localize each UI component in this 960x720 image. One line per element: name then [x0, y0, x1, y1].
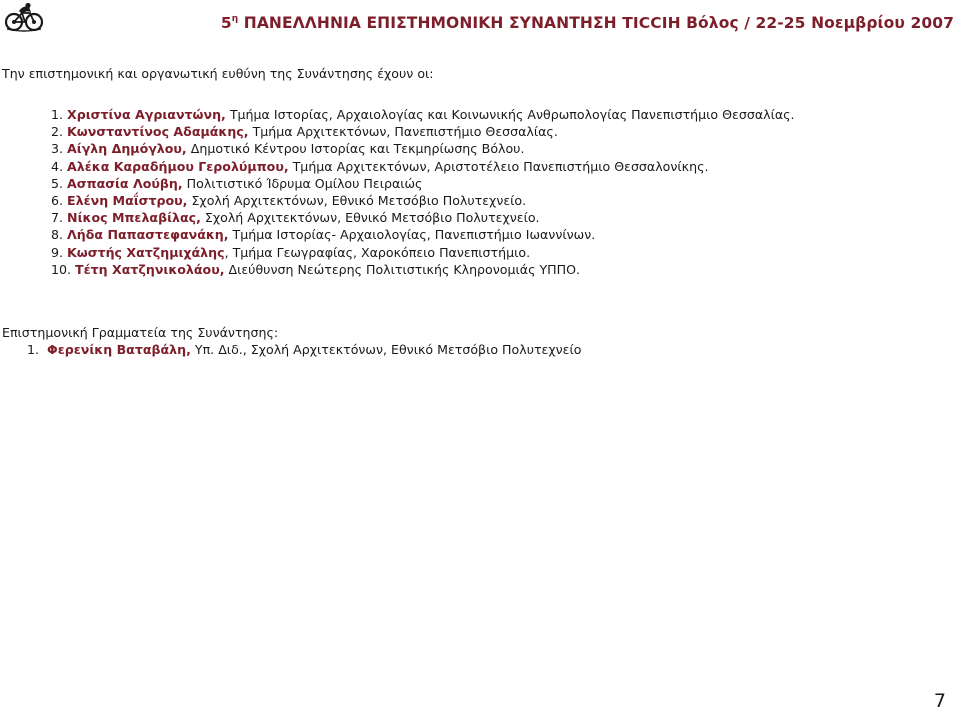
member-affiliation: Δημοτικό Κέντρου Ιστορίας και Τεκμηρίωσης Βόλου. [186, 141, 525, 157]
member-affiliation: Σχολή Αρχιτεκτόνων, Εθνικό Μετσόβιο Πολυτεχνείο. [200, 210, 540, 226]
conference-title-text: ΠΑΝΕΛΛΗΝΙΑ ΕΠΙΣΤΗΜΟΝΙΚΗ ΣΥΝΑΝΤΗΣΗ TICCIH Βόλος / 22-25 Νοεμβρίου 2007 [243, 14, 954, 32]
item-number: 3. [51, 141, 64, 157]
item-number: 6. [51, 193, 64, 209]
member-affiliation: Υπ. Διδ., Σχολή Αρχιτεκτόνων, Εθνικό Μετσόβιο Πολυτεχνείο [190, 342, 582, 357]
item-number: 9. [51, 244, 64, 260]
list-item [51, 106, 795, 123]
member-name: Κωνσταντίνος Αδαμάκης, [67, 124, 249, 140]
member-affiliation: Τμήμα Ιστορίας, Αρχαιολογίας και Κοινωνικής Ανθρωπολογίας Πανεπιστήμιο Θεσσαλίας. [225, 107, 795, 122]
member-name: Κωστής Χατζημιχάλης [67, 244, 225, 260]
member-name: Νίκος Μπελαβίλας, [67, 210, 201, 226]
item-number: 8. [51, 227, 64, 243]
list-item [51, 226, 795, 243]
list-item [51, 192, 795, 209]
page-number: 7 [933, 690, 946, 712]
member-name: Ασπασία Λούβη, [67, 175, 183, 191]
list-item [51, 123, 795, 140]
list-item [51, 261, 795, 278]
edition-number: 5 [220, 14, 232, 32]
list-item [51, 244, 795, 261]
item-number: 4. [51, 158, 64, 174]
secretariat-heading: Επιστημονική Γραμματεία της Συνάντησης: [2, 325, 279, 340]
member-affiliation: Τμήμα Ιστορίας- Αρχαιολογίας, Πανεπιστήμιο Ιωαννίνων. [228, 227, 596, 243]
member-affiliation: , Τμήμα Γεωγραφίας, Χαροκόπειο Πανεπιστήμιο. [224, 244, 531, 260]
conference-title [221, 14, 954, 32]
list-item [51, 209, 795, 226]
member-name: Φερενίκη Βαταβάλη, [47, 342, 191, 357]
item-number: 2. [51, 124, 64, 140]
member-affiliation: Τμήμα Αρχιτεκτόνων, Αριστοτέλειο Πανεπιστήμιο Θεσσαλονίκης. [288, 158, 709, 174]
member-name: Ελένη Μαΐστρου, [67, 193, 188, 209]
item-number: 5. [51, 175, 64, 191]
item-number: 1. [27, 342, 40, 357]
member-affiliation: Διεύθυνση Νεώτερης Πολιτιστικής Κληρονομιάς ΥΠΠΟ. [224, 261, 581, 277]
item-number: 7. [51, 210, 64, 226]
member-affiliation: Πολιτιστικό Ίδρυμα Ομίλου Πειραιώς [182, 175, 423, 191]
member-name: Αλέκα Καραδήμου Γερολύμπου, [67, 158, 289, 174]
list-item [51, 175, 795, 192]
member-affiliation: Τμήμα Αρχιτεκτόνων, Πανεπιστήμιο Θεσσαλίας. [248, 124, 558, 140]
list-item [51, 158, 795, 175]
committee-list [51, 106, 795, 278]
member-name: Αίγλη Δημόγλου, [67, 141, 187, 157]
list-item [51, 140, 795, 157]
edition-superscript: η [231, 13, 239, 24]
cyclist-emblem-icon [4, 2, 44, 32]
member-name: Τέτη Χατζηνικολάου, [75, 261, 225, 277]
item-number: 1. [51, 107, 64, 122]
secretariat-list [27, 341, 581, 358]
member-name: Χριστίνα Αγριαντώνη, [67, 107, 226, 122]
member-name: Λήδα Παπαστεφανάκη, [67, 227, 229, 243]
member-affiliation: Σχολή Αρχιτεκτόνων, Εθνικό Μετσόβιο Πολυτεχνείο. [187, 193, 527, 209]
intro-text: Την επιστημονική και οργανωτική ευθύνη της Συνάντησης έχουν οι: [2, 66, 434, 81]
list-item [27, 341, 581, 358]
item-number: 10. [51, 261, 72, 277]
page-header [0, 0, 960, 52]
